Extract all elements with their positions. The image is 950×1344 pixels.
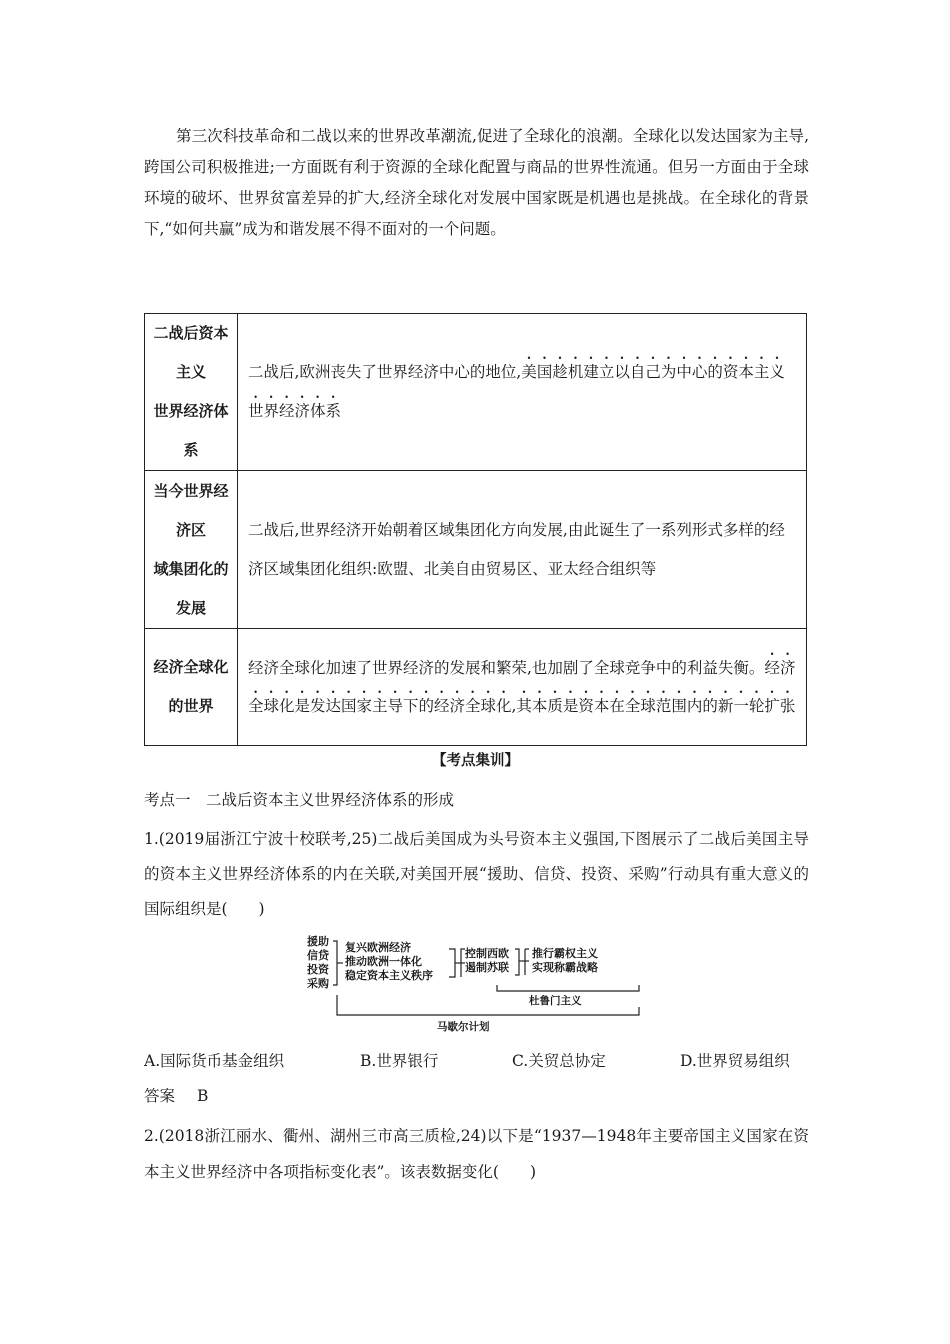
row-head-line: 主义 xyxy=(175,363,206,381)
row-text-emphasis: 美国趁机建立以自己为中心的资本主义世界经济体系 xyxy=(248,363,785,420)
table-row xyxy=(145,629,807,746)
row-head-line: 济区 xyxy=(175,520,206,539)
diagram-item: 复兴欧洲经济 xyxy=(345,941,411,954)
question-1-stem: 1.(2019届浙江宁波十校联考,25)二战后美国成为头号资本主义强国,下图展示了二战后美国主导的资本主义世界经济体系的内在关联,对美国开展“援助、信贷、投资、采购”行动具有重大意义的国际组织是( ) xyxy=(144,830,809,918)
table-row xyxy=(145,314,807,471)
row-head-line: 域集团化的 xyxy=(153,559,229,578)
section-title: 【考点集训】 xyxy=(432,753,519,769)
row-body xyxy=(238,314,807,471)
diagram-plan-label: 马歇尔计划 xyxy=(437,1021,490,1033)
diagram-doctrine-label: 杜鲁门主义 xyxy=(529,995,582,1007)
row-text: 二战后,世界经济开始朝着区域集团化方向发展,由此诞生了一系列形式多样的经济区域集团化组织:欧盟、北美自由贸易区、亚太经合组织等 xyxy=(248,520,785,578)
answer-value: B xyxy=(197,1087,209,1105)
row-text: 二战后,欧洲丧失了世界经济中心的地位, xyxy=(248,363,522,381)
table-row xyxy=(145,471,807,629)
row-head xyxy=(145,314,238,471)
row-head-line: 的世界 xyxy=(168,697,214,715)
row-head-line: 当今世界经 xyxy=(153,481,229,500)
relation-diagram xyxy=(307,935,647,1035)
row-head xyxy=(145,471,238,629)
question-2-stem: 2.(2018浙江丽水、衢州、湖州三市高三质检,24)以下是“1937—1948年主要帝国主义国家在资本主义世界经济中各项指标变化表”。该表数据变化( ) xyxy=(144,1127,809,1181)
option-c: C.关贸总协定 xyxy=(512,1052,606,1070)
diagram-item: 推行霸权主义 xyxy=(532,947,598,960)
knowledge-table xyxy=(144,313,807,746)
row-body xyxy=(238,471,807,629)
topic-heading: 考点一 二战后资本主义世界经济体系的形成 xyxy=(144,791,455,809)
row-text-emphasis: 经济全球化是发达国家主导下的经济全球化,其本质是资本在全球范围内的新一轮扩张 xyxy=(248,659,796,715)
option-d: D.世界贸易组织 xyxy=(680,1052,790,1070)
diagram-item: 推动欧洲一体化 xyxy=(345,955,422,968)
row-text: 经济全球化加速了世界经济的发展和繁荣,也加剧了全球竞争中的利益失衡。 xyxy=(248,659,765,677)
answer-label: 答案 xyxy=(144,1087,176,1105)
answer-row xyxy=(144,1081,208,1112)
diagram-col1 xyxy=(307,935,329,991)
diagram-item: 投资 xyxy=(307,963,329,976)
diagram-item: 援助 xyxy=(307,935,329,948)
row-head-line: 系 xyxy=(183,441,199,459)
row-head-line: 经济全球化 xyxy=(153,658,229,676)
intro-paragraph xyxy=(144,121,809,245)
row-head-line: 世界经济体 xyxy=(153,402,229,420)
diagram-item: 遏制苏联 xyxy=(465,961,509,974)
diagram-item: 实现称霸战略 xyxy=(532,961,598,974)
option-b: B.世界银行 xyxy=(360,1052,439,1070)
row-body xyxy=(238,629,807,746)
intro-text: 第三次科技革命和二战以来的世界改革潮流,促进了全球化的浪潮。全球化以发达国家为主导,跨国公司积极推进;一方面既有利于资源的全球化配置与商品的世界性流通。但另一方面由于全球环境的破坏、世界贫富差异的扩大,经济全球化对发展中国家既是机遇也是挑战。在全球化的背景下,“如何共赢”成为和谐发展不得不面对的一个问题。 xyxy=(144,127,809,238)
option-a: A.国际货币基金组织 xyxy=(144,1052,285,1070)
row-head-line: 二战后资本 xyxy=(153,324,229,342)
diagram-item: 稳定资本主义秩序 xyxy=(345,969,433,982)
diagram-col3 xyxy=(465,947,509,975)
row-head xyxy=(145,629,238,746)
row-head-line: 发展 xyxy=(175,598,206,617)
diagram-item: 信贷 xyxy=(307,949,329,962)
diagram-item: 采购 xyxy=(307,977,329,990)
diagram-col4 xyxy=(532,947,598,975)
diagram-item: 控制西欧 xyxy=(465,947,509,960)
diagram-col2 xyxy=(345,941,433,983)
